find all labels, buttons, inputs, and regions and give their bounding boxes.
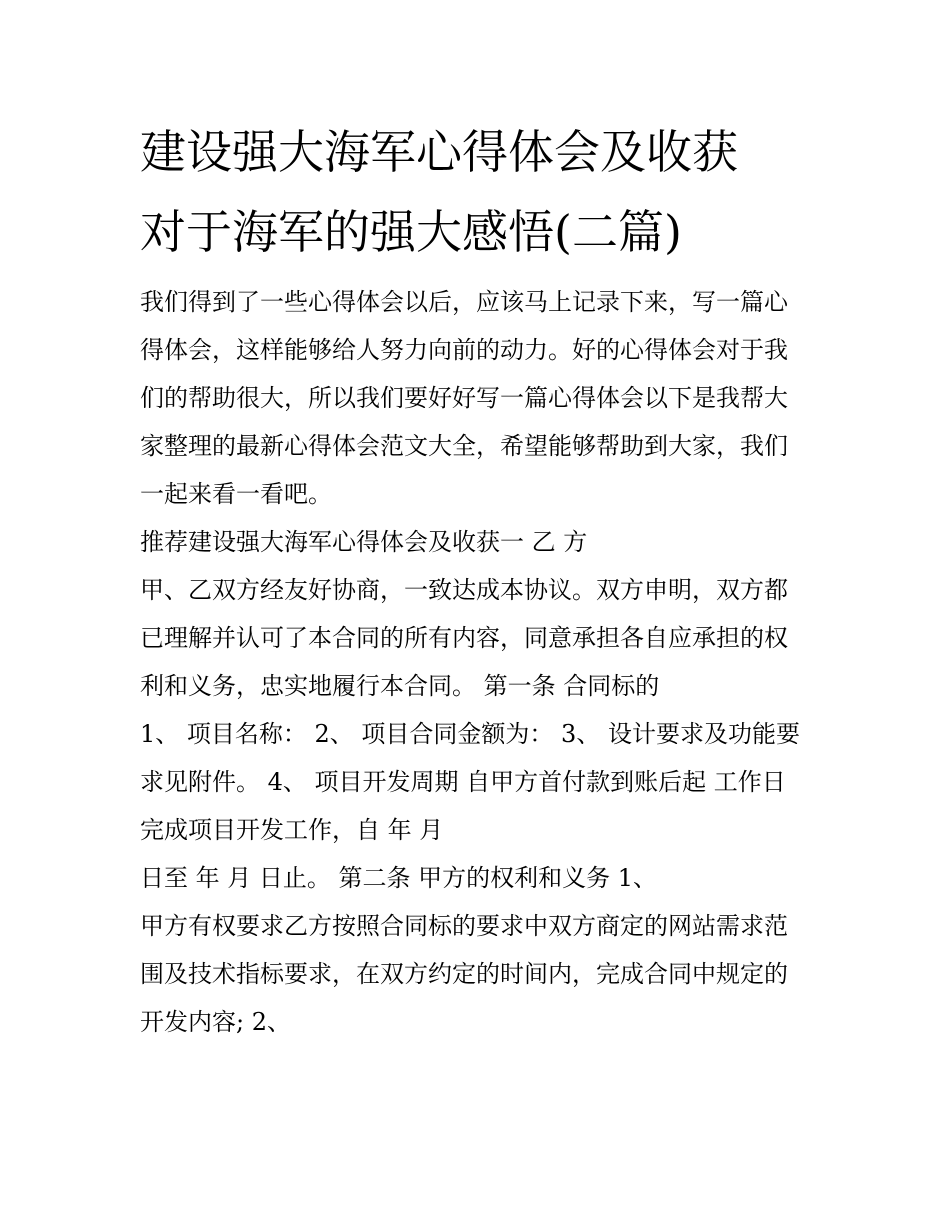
body-line: 完成项目开发工作，自 年 月 [140, 816, 444, 844]
body-line: 日至 年 月 日止。 第二条 甲方的权利和义务 1、 [140, 864, 658, 892]
body-line: 甲、乙双方经友好协商，一致达成本协议。双方申明，双方都 [140, 576, 788, 604]
body-line: 开发内容; 2、 [140, 1008, 291, 1036]
body-line: 已理解并认可了本合同的所有内容，同意承担各自应承担的权 [140, 624, 788, 652]
body-line: 一起来看一看吧。 [140, 480, 332, 508]
body-line: 1、 项目名称： 2、 项目合同金额为： 3、 设计要求及功能要 [140, 720, 800, 748]
body-line: 得体会，这样能够给人努力向前的动力。好的心得体会对于我 [140, 336, 788, 364]
title-line-1: 建设强大海军心得体会及收获 [140, 125, 738, 179]
body-line: 围及技术指标要求，在双方约定的时间内，完成合同中规定的 [140, 960, 788, 988]
document-body [140, 278, 830, 1046]
body-line: 家整理的最新心得体会范文大全，希望能够帮助到大家，我们 [140, 432, 788, 460]
body-line: 甲方有权要求乙方按照合同标的要求中双方商定的网站需求范 [140, 912, 788, 940]
section-heading: 推荐建设强大海军心得体会及收获一 乙 方 [140, 528, 588, 556]
body-line: 求见附件。 4、 项目开发周期 自甲方首付款到账后起 工作日 [140, 768, 786, 796]
document-title [140, 112, 840, 272]
body-line: 我们得到了一些心得体会以后，应该马上记录下来，写一篇心 [140, 288, 788, 316]
body-line: 利和义务，忠实地履行本合同。 第一条 合同标的 [140, 672, 660, 700]
body-line: 们的帮助很大，所以我们要好好写一篇心得体会以下是我帮大 [140, 384, 788, 412]
title-line-2: 对于海军的强大感悟(二篇) [140, 205, 682, 259]
